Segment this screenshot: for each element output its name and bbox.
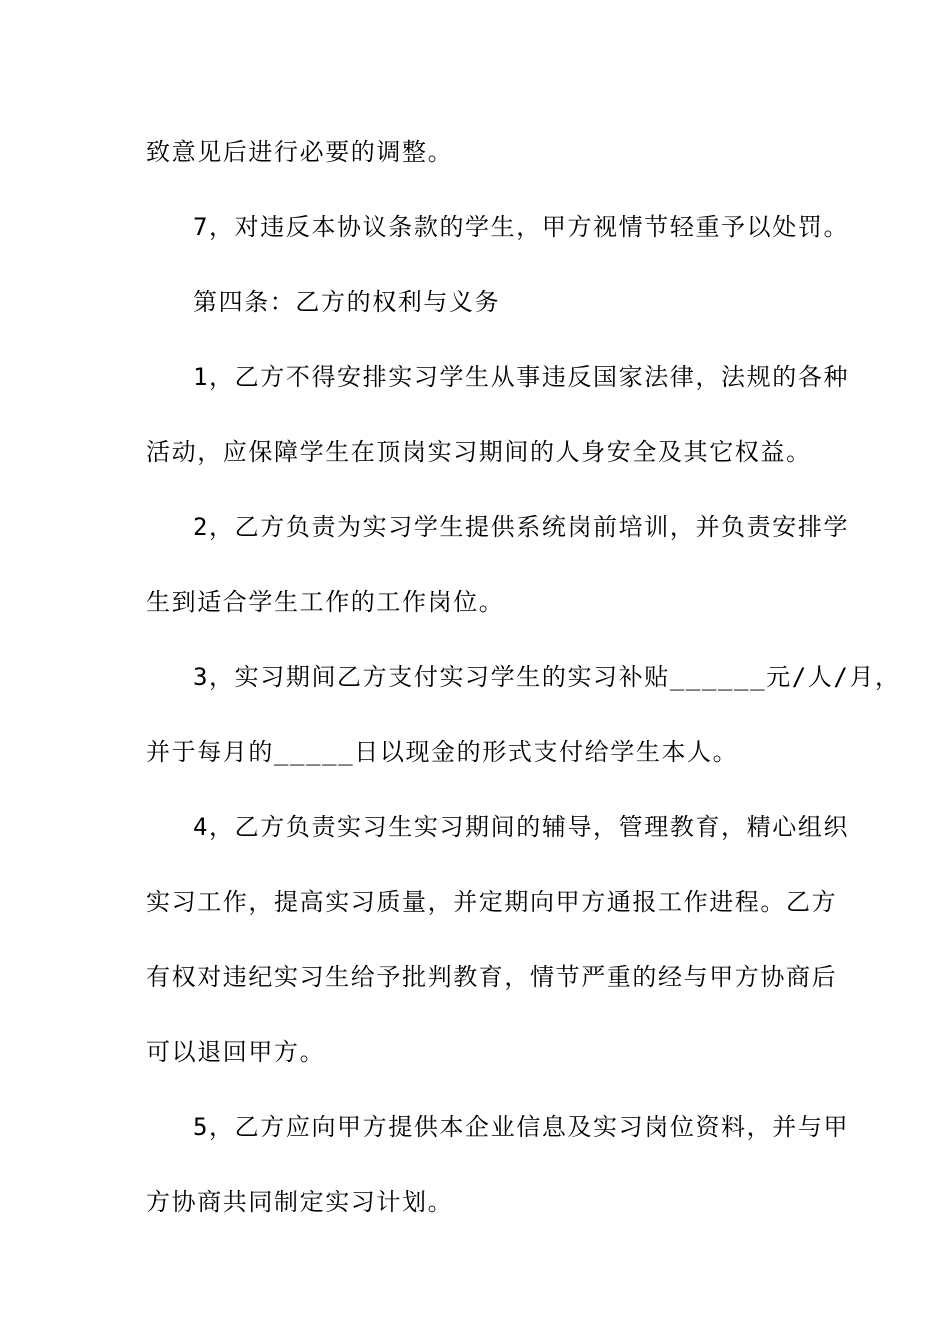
paragraph-line: 实习工作，提高实习质量，并定期向甲方通报工作进程。乙方: [146, 888, 838, 916]
paragraph-line: 生到适合学生工作的工作岗位。: [146, 588, 505, 616]
paragraph-line: 7，对违反本协议条款的学生，甲方视情节轻重予以处罚。: [193, 213, 850, 241]
section-heading: 第四条：乙方的权利与义务: [193, 288, 501, 316]
paragraph-line: 5，乙方应向甲方提供本企业信息及实习岗位资料，并与甲: [193, 1113, 850, 1141]
paragraph-line: 1，乙方不得安排实习学生从事违反国家法律，法规的各种: [193, 363, 850, 391]
paragraph-line: 4，乙方负责实习生实习期间的辅导，管理教育，精心组织: [193, 813, 850, 841]
paragraph-line: 3，实习期间乙方支付实习学生的实习补贴______元/人/月，: [193, 663, 901, 691]
paragraph-line: 活动，应保障学生在顶岗实习期间的人身安全及其它权益。: [146, 438, 812, 466]
paragraph-line: 并于每月的_____日以现金的形式支付给学生本人。: [146, 738, 739, 766]
paragraph-line: 致意见后进行必要的调整。: [146, 138, 454, 166]
paragraph-line: 有权对违纪实习生给予批判教育，情节严重的经与甲方协商后: [146, 963, 838, 991]
paragraph-line: 可以退回甲方。: [146, 1038, 326, 1066]
paragraph-line: 2，乙方负责为实习学生提供系统岗前培训，并负责安排学: [193, 513, 850, 541]
paragraph-line: 方协商共同制定实习计划。: [146, 1188, 454, 1216]
